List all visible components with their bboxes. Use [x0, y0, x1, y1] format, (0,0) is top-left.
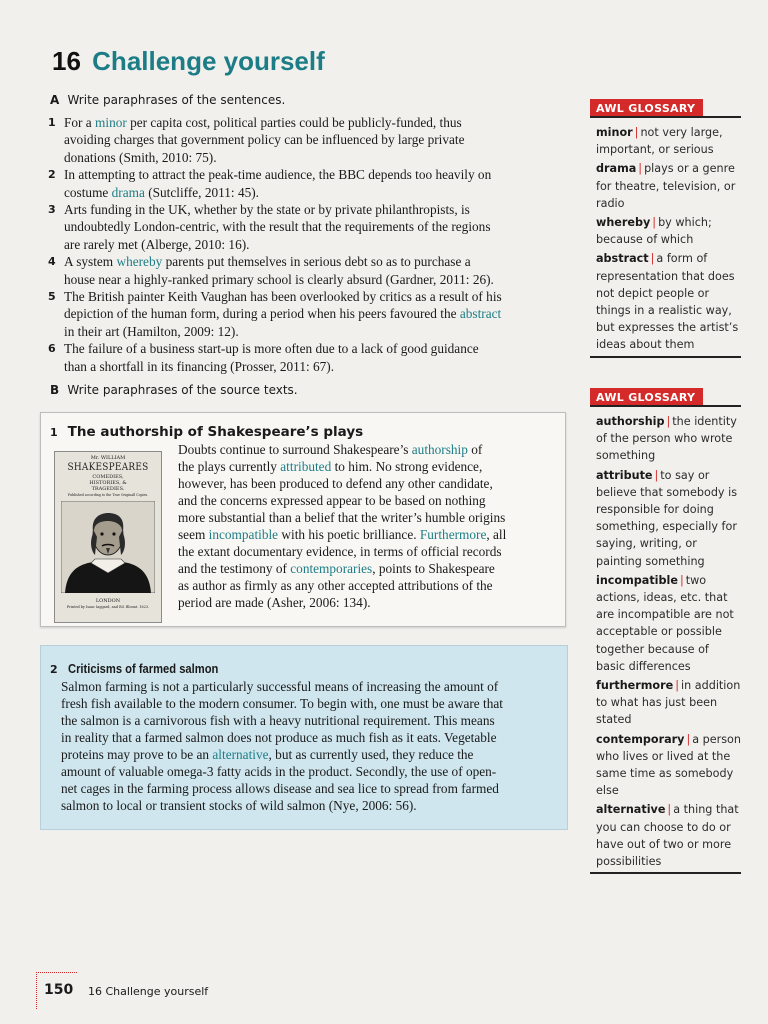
text-line: [61, 780, 503, 797]
sentence-item: [48, 166, 568, 201]
glossary-separator: |: [650, 252, 655, 266]
text-line: [64, 288, 568, 305]
awl-keyword: whereby: [116, 254, 163, 270]
text-segment: to him. No strong evidence,: [331, 459, 483, 474]
text-line: [61, 695, 503, 712]
text-line: [64, 201, 568, 218]
awl-keyword: minor: [95, 115, 127, 130]
text-segment: Doubts continue to surround Shakespeare’s: [178, 442, 412, 457]
text-line: [61, 797, 503, 814]
source-text-1-title: The authorship of Shakespeare’s plays: [67, 424, 364, 440]
glossary-separator: |: [654, 468, 659, 482]
section-a-letter: A: [50, 93, 60, 107]
glossary-definition: by which; because of which: [596, 216, 712, 247]
text-line: [64, 114, 568, 131]
glossary-definition: a thing that you can choose to do or have out of two or more possibilities: [596, 803, 739, 869]
text-segment: period are made (Asher, 2006: 134).: [178, 595, 371, 610]
glossary-definition: two actions, ideas, etc. that are incompatible are not acceptable or possible together because of basic differences: [596, 573, 734, 673]
text-line: [64, 131, 568, 148]
glossary-1-rule: [590, 356, 741, 358]
text-segment: salmon to local or transient stocks of wild salmon (Nye, 2006: 56).: [61, 798, 417, 813]
text-line: [64, 236, 568, 253]
cover-line-7: LONDON: [95, 598, 121, 604]
text-segment: the salmon is a carnivorous fish with a heavy nutritional requirement. This means: [61, 713, 495, 728]
section-b-heading: [50, 383, 298, 397]
glossary-term: attribute: [596, 468, 653, 482]
text-segment: in their art (Hamilton, 2009: 12).: [64, 323, 239, 339]
sentence-number: 3: [48, 203, 56, 217]
text-line: [64, 184, 568, 201]
awl-glossary-2: [590, 388, 741, 874]
text-segment: A system: [64, 254, 117, 270]
text-segment: undoubtedly London-centric, with the result that the requirements of the regions: [64, 219, 491, 235]
text-line: [64, 340, 568, 357]
first-folio-cover-image: [54, 451, 162, 623]
glossary-entry: [596, 214, 741, 248]
text-segment: In attempting to attract the peak-time audience, the BBC depends too heavily on: [64, 167, 492, 183]
unit-number: 16: [52, 46, 81, 76]
text-segment: as author as firmly as any other accepted attributions of the: [178, 578, 493, 593]
cover-line-8: Printed by Isaac Iaggard, and Ed. Blount. 1623.: [66, 605, 150, 609]
text-segment: than a shortfall in its financing (Prosser, 2011: 67).: [64, 358, 335, 374]
source-text-2-number: 2: [50, 663, 58, 676]
text-line: [64, 166, 568, 183]
glossary-entry: [596, 801, 741, 870]
text-line: [64, 305, 568, 322]
text-segment: fresh fish available to the modern consumer. To begin with, one must be aware that: [61, 696, 503, 711]
text-segment: Salmon farming is not a particularly successful means of increasing the amount of: [61, 679, 499, 694]
sentence-item: [48, 201, 568, 253]
text-line: [61, 763, 503, 780]
text-segment: costume: [64, 184, 112, 200]
source-text-2-title: Criticisms of farmed salmon: [67, 661, 219, 676]
glossary-definition: a person who lives or lived at the same time as somebody else: [596, 732, 741, 798]
source-text-1-body: [178, 441, 506, 611]
text-line: [64, 149, 568, 166]
glossary-separator: |: [667, 803, 672, 817]
text-line: [178, 526, 506, 543]
shakespeare-portrait: [61, 501, 155, 593]
sentence-item: [48, 340, 568, 375]
sentence-number: 6: [48, 342, 56, 356]
sentence-list: [48, 114, 568, 375]
text-segment: For a: [64, 115, 96, 130]
awl-keyword: incompatible: [208, 527, 279, 542]
text-line: [61, 712, 503, 729]
glossary-term: minor: [596, 126, 633, 139]
glossary-1-header: [590, 99, 741, 118]
glossary-separator: |: [638, 162, 643, 176]
text-segment: net cages in the farming process allows disease and sea lice to spread from farmed: [61, 781, 499, 796]
section-a-instruction: Write paraphrases of the sentences.: [67, 93, 286, 107]
text-segment: , all: [486, 527, 507, 542]
text-segment: seem: [178, 527, 209, 542]
glossary-separator: |: [634, 126, 639, 139]
cover-line-4: HISTORIES, &: [89, 480, 127, 486]
sentence-number: 4: [48, 255, 56, 269]
glossary-definition: to say or believe that somebody is responsible for doing something, especially for saying, writing, or painting something: [596, 468, 738, 568]
text-line: [178, 560, 506, 577]
text-line: [64, 271, 568, 288]
sentence-item: [48, 288, 568, 340]
text-segment: the extant documentary evidence, in terms of official records: [178, 544, 502, 559]
awl-keyword: alternative: [212, 747, 269, 762]
glossary-entry: [596, 731, 741, 800]
text-segment: proteins may prove to be an: [61, 747, 213, 762]
unit-title: Challenge yourself: [92, 46, 325, 76]
glossary-entry: [596, 467, 741, 570]
glossary-2-header: [590, 388, 741, 407]
glossary-2-tag: AWL GLOSSARY: [590, 388, 703, 405]
glossary-term: drama: [596, 162, 637, 176]
cover-line-5: TRAGEDIES.: [91, 486, 125, 492]
text-line: [64, 323, 568, 340]
text-segment: The British painter Keith Vaughan has been overlooked by critics as a result of his: [64, 289, 502, 305]
awl-keyword: authorship: [411, 442, 468, 457]
text-segment: , but as currently used, they reduce the: [268, 747, 474, 762]
text-line: [178, 441, 506, 458]
glossary-definition: in addition to what has just been stated: [596, 679, 741, 727]
text-segment: Arts funding in the UK, whether by the state or by private philanthropists, is: [64, 202, 470, 218]
sentence-number: 1: [48, 116, 56, 129]
text-segment: parents put themselves in serious debt so as to purchase a: [162, 254, 471, 270]
source-text-1-box: [40, 412, 566, 627]
text-line: [61, 746, 503, 763]
text-line: [64, 358, 568, 375]
text-segment: , points to Shakespeare: [372, 561, 495, 576]
glossary-term: whereby: [596, 216, 651, 230]
text-segment: (Sutcliffe, 2011: 45).: [144, 184, 259, 200]
glossary-entry: [596, 413, 741, 465]
text-line: [64, 218, 568, 235]
text-segment: amount of valuable omega-3 fatty acids in the product. Secondly, the use of open-: [61, 764, 497, 779]
text-line: [178, 577, 506, 594]
glossary-entry: [596, 677, 741, 729]
text-segment: with his poetic brilliance.: [278, 527, 420, 542]
glossary-entry: [596, 572, 741, 675]
page-number: 150: [44, 982, 74, 998]
text-segment: and the testimony of: [178, 561, 291, 576]
glossary-definition: plays or a genre for theatre, television, or radio: [596, 162, 736, 210]
glossary-definition: a form of representation that does not depict people or things in a realistic way, but expresses the artist’s ideas about them: [596, 252, 739, 352]
source-text-2-heading: [50, 660, 242, 678]
sentence-number: 2: [48, 168, 56, 182]
glossary-entry: [596, 250, 741, 353]
text-line: [178, 594, 506, 611]
text-segment: more substantial than a belief that the writer’s humble origins: [178, 510, 506, 525]
glossary-separator: |: [652, 216, 657, 230]
glossary-1-tag: AWL GLOSSARY: [590, 99, 703, 116]
text-line: [178, 509, 506, 526]
text-segment: avoiding charges that government policy can be influenced by large private: [64, 132, 465, 148]
text-line: [64, 253, 568, 270]
cover-line-6: Published according to the True Originall Copies.: [67, 493, 149, 497]
cover-line-1: Mr. WILLIAM: [90, 455, 126, 461]
text-segment: The failure of a business start-up is more often due to a lack of good guidance: [64, 341, 479, 357]
awl-keyword: drama: [111, 184, 145, 200]
glossary-term: incompatible: [596, 573, 678, 587]
text-segment: depiction of the human form, during a period when his peers favoured the: [64, 306, 460, 322]
text-segment: donations (Smith, 2010: 75).: [64, 149, 217, 165]
text-segment: house near a highly-ranked primary school is clearly absurd (Gardner, 2011: 26).: [64, 271, 494, 287]
awl-keyword: abstract: [459, 306, 502, 322]
glossary-2-rule: [590, 872, 741, 874]
running-footer-title: 16 Challenge yourself: [88, 985, 209, 998]
section-a-heading: [50, 93, 285, 107]
sentence-number: 5: [48, 290, 56, 304]
text-segment: per capita cost, political parties could be publicly-funded, thus: [126, 115, 462, 130]
text-line: [178, 492, 506, 509]
text-segment: however, has been produced to defend any other candidate,: [178, 476, 493, 491]
glossary-separator: |: [686, 732, 691, 746]
text-segment: the plays currently: [178, 459, 281, 474]
source-text-2-body: [61, 678, 503, 814]
text-segment: and the concerns expressed appear to be based on nothing: [178, 493, 486, 508]
page-footer: [36, 972, 236, 1012]
source-text-2-box: [40, 645, 568, 830]
glossary-definition: the identity of the person who wrote something: [596, 415, 737, 463]
source-text-1-number: 1: [50, 426, 58, 439]
glossary-definition: not very large, important, or serious: [596, 126, 723, 157]
glossary-term: alternative: [596, 803, 666, 817]
text-line: [61, 678, 503, 695]
text-segment: are rarely met (Alberge, 2010: 16).: [64, 236, 250, 252]
glossary-term: abstract: [596, 252, 649, 266]
glossary-term: authorship: [596, 415, 665, 428]
glossary-separator: |: [666, 415, 671, 428]
cover-line-3: COMEDIES,: [92, 474, 124, 480]
text-line: [178, 543, 506, 560]
page-title: [52, 46, 325, 77]
awl-glossary-1: [590, 99, 741, 358]
text-segment: in reality that a farmed salmon does not produce as much fish as it eats. Vegetable: [61, 730, 497, 745]
text-line: [178, 458, 506, 475]
awl-keyword: attributed: [280, 459, 332, 474]
text-segment: of: [467, 442, 483, 457]
text-line: [61, 729, 503, 746]
source-text-1-heading: [50, 423, 363, 441]
glossary-separator: |: [679, 573, 684, 587]
glossary-term: contemporary: [596, 732, 685, 746]
awl-keyword: contemporaries: [290, 561, 373, 576]
cover-line-2: SHAKESPEARES: [67, 461, 149, 473]
glossary-term: furthermore: [596, 679, 674, 693]
section-b-letter: B: [50, 383, 60, 397]
sentence-item: [48, 253, 568, 288]
text-line: [178, 475, 506, 492]
sentence-item: [48, 114, 568, 166]
glossary-entry: [596, 160, 741, 212]
awl-keyword: Furthermore: [419, 527, 487, 542]
section-b-instruction: Write paraphrases of the source texts.: [67, 383, 298, 397]
glossary-separator: |: [675, 679, 679, 693]
glossary-entry: [596, 124, 741, 158]
